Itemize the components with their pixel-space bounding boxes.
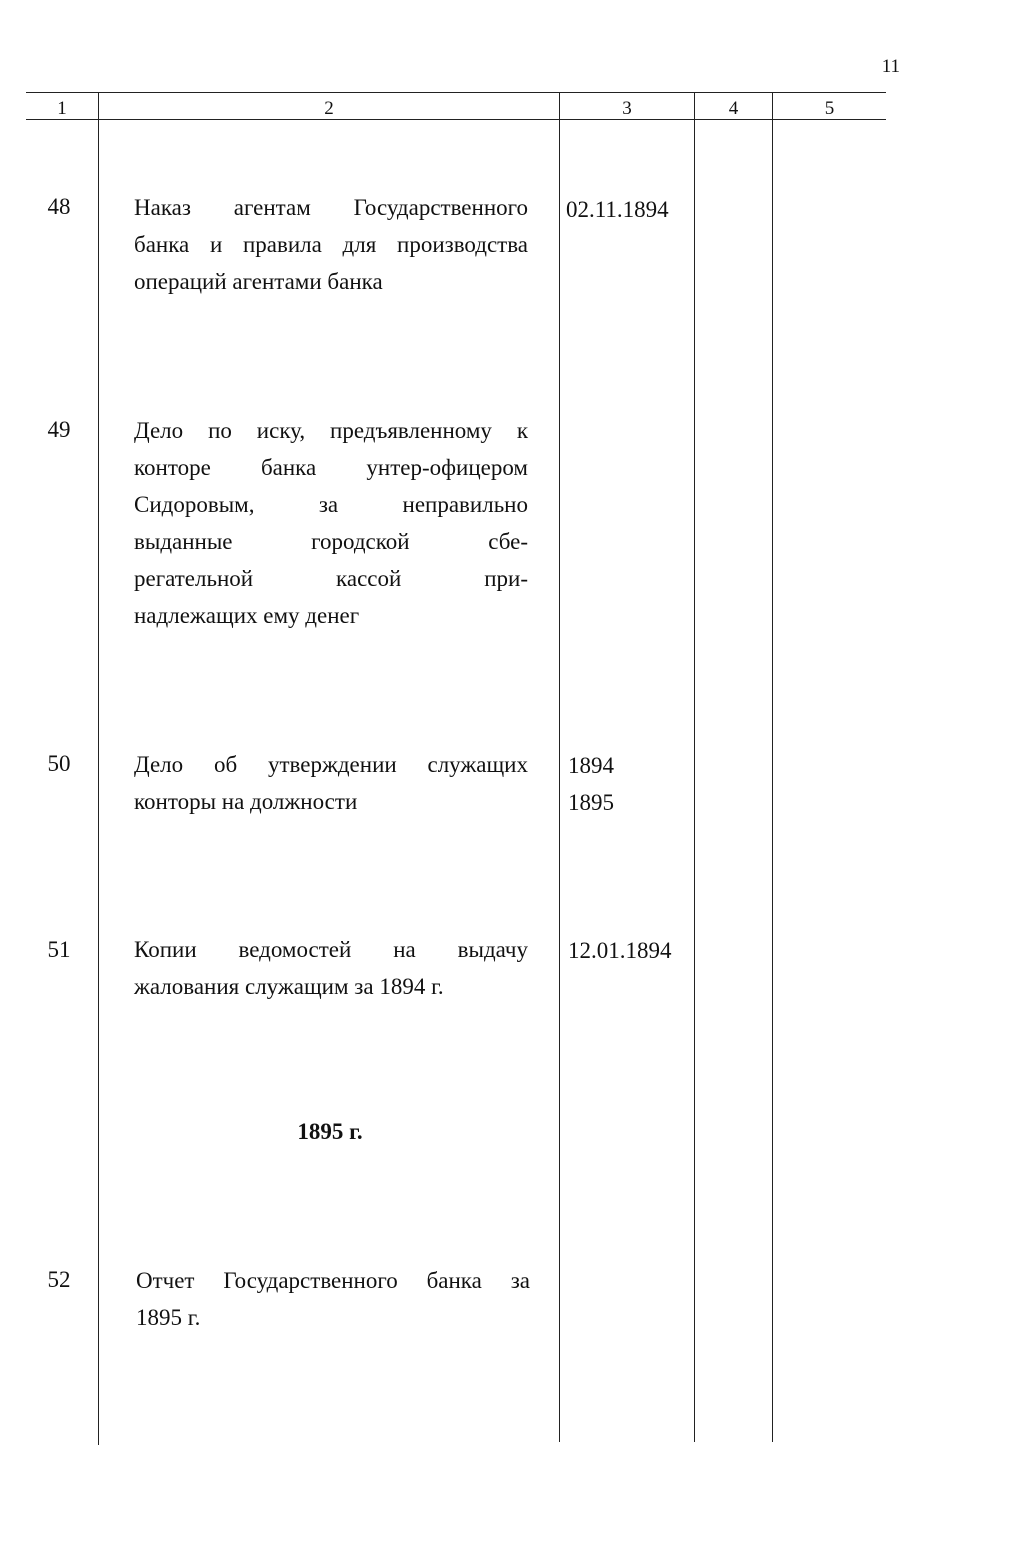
row-number: 51: [47, 937, 71, 962]
row-description: [134, 931, 528, 1005]
description-line: Дело по иску, предъявленному к: [134, 418, 528, 443]
column-divider-4: [772, 93, 773, 1442]
column-header-5: 5: [824, 98, 835, 119]
description-line: жалования служащим за 1894 г.: [134, 974, 444, 999]
description-line: Наказ агентам Государственного: [134, 195, 528, 220]
description-line: Копии ведомостей на выдачу: [134, 937, 528, 962]
row-date: [566, 191, 692, 228]
description-line: конторе банка унтер-офицером: [134, 455, 528, 480]
row-description: [134, 189, 528, 300]
column-header-1: 1: [57, 98, 67, 119]
row-number: 48: [47, 194, 71, 219]
row-date: [568, 932, 694, 969]
column-header-3: 3: [622, 98, 632, 119]
row-description: [134, 412, 528, 634]
column-header-2: 2: [324, 98, 334, 119]
page-number: 11: [881, 56, 900, 77]
date-line: 02.11.1894: [566, 197, 669, 222]
description-line: 1895 г.: [136, 1305, 201, 1330]
row-number: 49: [47, 417, 71, 442]
row-number: 50: [47, 751, 71, 776]
date-line: 12.01.1894: [568, 938, 672, 963]
row-date: [568, 747, 694, 821]
description-line: операций агентами банка: [134, 269, 383, 294]
description-line: регательной кассой при-: [134, 566, 528, 591]
column-header-4: 4: [728, 98, 739, 119]
row-description: [134, 746, 528, 820]
column-divider-2: [559, 93, 560, 1442]
date-line: 1894: [568, 753, 614, 778]
description-line: Дело об утверждении служащих: [134, 752, 528, 777]
column-divider-1: [98, 93, 99, 1445]
description-line: надлежащих ему денег: [134, 603, 360, 628]
year-heading: 1895 г.: [297, 1119, 363, 1144]
row-number: 52: [47, 1267, 71, 1292]
description-line: банка и правила для производства: [134, 232, 528, 257]
date-line: 1895: [568, 790, 614, 815]
row-description: [136, 1262, 530, 1336]
description-line: Отчет Государственного банка за: [136, 1268, 530, 1293]
description-line: выданные городской сбе-: [134, 529, 528, 554]
table-top-rule: [26, 92, 886, 93]
description-line: Сидоровым, за неправильно: [134, 492, 528, 517]
column-divider-3: [694, 93, 695, 1442]
description-line: конторы на должности: [134, 789, 358, 814]
